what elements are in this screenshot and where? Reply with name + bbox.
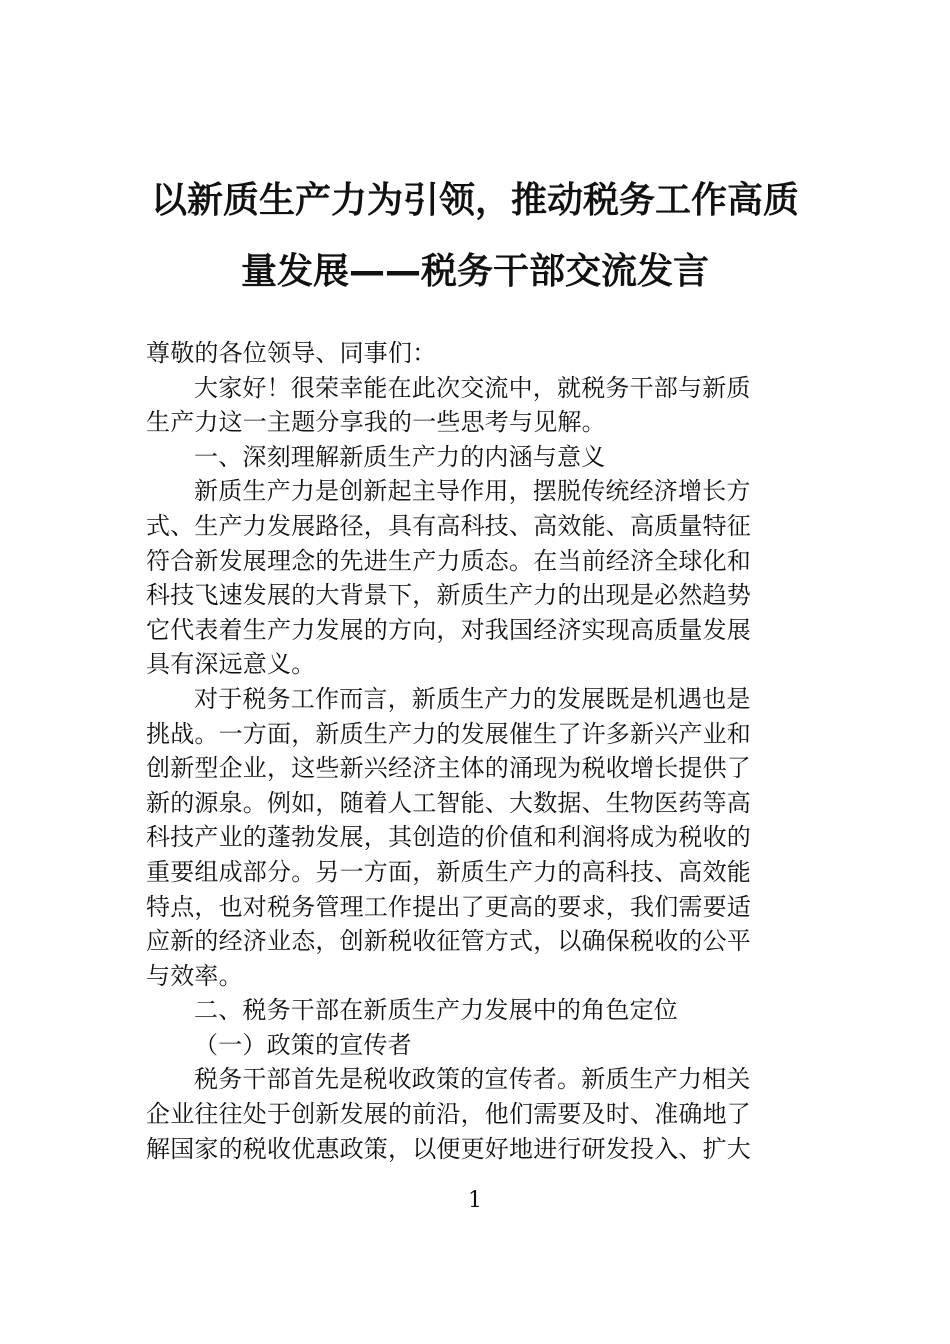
document-body	[146, 336, 806, 1166]
text-line: 税务干部首先是税收政策的宣传者。新质生产力相关	[194, 1065, 751, 1094]
text-line: 式、生产力发展路径，具有高科技、高效能、高质量特征	[146, 511, 751, 540]
text-line: 解国家的税收优惠政策，以便更好地进行研发投入、扩大	[146, 1134, 751, 1163]
text-line: （一）政策的宣传者	[194, 1030, 412, 1059]
text-line: 一、深刻理解新质生产力的内涵与意义	[194, 442, 606, 471]
text-line: 新质生产力是创新起主导作用，摆脱传统经济增长方	[194, 477, 751, 506]
text-line: 它代表着生产力发展的方向，对我国经济实现高质量发展	[146, 615, 751, 644]
text-line: 科技飞速发展的大背景下，新质生产力的出现是必然趋势	[146, 581, 751, 610]
document-title-line-2: 量发展——税务干部交流发言	[240, 251, 709, 292]
text-line: 二、税务干部在新质生产力发展中的角色定位	[194, 996, 678, 1025]
text-line: 大家好！很荣幸能在此次交流中，就税务干部与新质	[194, 373, 751, 402]
text-line: 与效率。	[146, 961, 243, 990]
text-line: 尊敬的各位领导、同事们：	[146, 339, 437, 367]
text-line: 具有深远意义。	[146, 650, 316, 679]
text-line: 科技产业的蓬勃发展，其创造的价值和利润将成为税收的	[146, 823, 751, 852]
text-line: 符合新发展理念的先进生产力质态。在当前经济全球化和	[146, 546, 751, 575]
text-line: 创新型企业，这些新兴经济主体的涌现为税收增长提供了	[146, 754, 751, 783]
text-line: 对于税务工作而言，新质生产力的发展既是机遇也是	[194, 684, 751, 713]
document-title-line-1: 以新质生产力为引领，推动税务工作高质	[150, 180, 799, 221]
text-line: 企业往往处于创新发展的前沿，他们需要及时、准确地了	[146, 1100, 751, 1129]
text-line: 新的源泉。例如，随着人工智能、大数据、生物医药等高	[146, 788, 751, 817]
text-line: 应新的经济业态，创新税收征管方式，以确保税收的公平	[146, 927, 751, 956]
text-line: 重要组成部分。另一方面，新质生产力的高科技、高效能	[146, 857, 751, 886]
page-number: 1	[468, 1188, 482, 1213]
text-line: 特点，也对税务管理工作提出了更高的要求，我们需要适	[146, 892, 751, 921]
text-line: 挑战。一方面，新质生产力的发展催生了许多新兴产业和	[146, 719, 751, 748]
text-line: 生产力这一主题分享我的一些思考与见解。	[146, 408, 606, 437]
